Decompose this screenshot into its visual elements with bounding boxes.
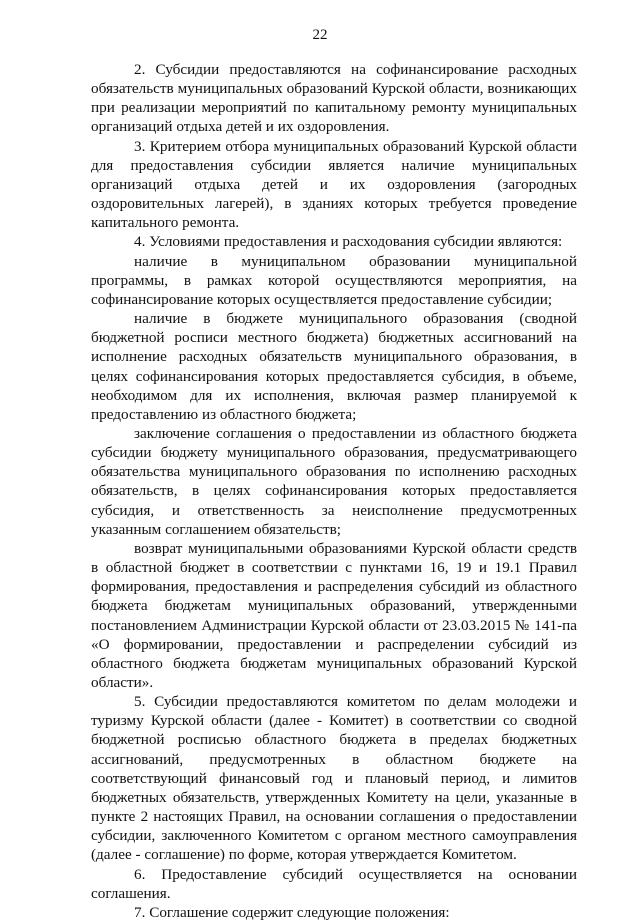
- paragraph-condition-agreement: заключение соглашения о предоставлении из областного бюджета субсидии бюджету муниципального образования, предусматривающего обязательства муниципального образования по исполнению расходных обязательств, в целях софинансирования которых предоставляется субсидия, и ответственность за неисполнение предусмотренных указанным соглашением обязательств;: [91, 424, 577, 538]
- paragraph-selection-criterion: 3. Критерием отбора муниципальных образований Курской области для предоставления субсидии является наличие муниципальных организаций отдыха детей и их оздоровления (загородных оздоровительных лагерей), в зданиях которых требуется проведение капитального ремонта.: [91, 137, 577, 232]
- paragraph-condition-budget-allocations: наличие в бюджете муниципального образования (сводной бюджетной росписи местного бюджета) бюджетных ассигнований на исполнение расходных обязательств муниципального образования, в целях софинансирования которых предоставляется субсидия, в объеме, необходимом для их исполнения, включая размер планируемой к предоставлению из областного бюджета;: [91, 310, 577, 423]
- paragraph-subsidy-provision: 5. Субсидии предоставляются комитетом по делам молодежи и туризму Курской области (далее - Комитет) в соответствии со сводной бюджетной росписью областного бюджета в пределах бюджетных ассигнований, предусмотренных в областном бюджете на соответствующий финансовый год и плановый период, и лимитов бюджетных обязательств, утвержденных Комитету на цели, указанные в пункте 2 настоящих Правил, на основании соглашения о предоставлении субсидии, заключенного Комитетом с органом местного самоуправления (далее - соглашение) по форме, которая утверждается Комитетом.: [91, 693, 577, 864]
- paragraph-agreement-contents: 7. Соглашение содержит следующие положения:: [134, 903, 450, 921]
- paragraph-subsidy-purpose: 2. Субсидии предоставляются на софинансирование расходных обязательств муниципальных образований Курской области, возникающих при реализации мероприятий по капитальному ремонту муниципальных организаций отдыха детей и их оздоровления.: [91, 61, 577, 136]
- paragraph-conditions-heading: 4. Условиями предоставления и расходования субсидии являются:: [134, 233, 563, 251]
- paragraph-condition-municipal-program: наличие в муниципальном образовании муниципальной программы, в рамках которой осуществляются мероприятия, на софинансирование которых осуществляется предоставление субсидии;: [91, 252, 577, 308]
- document-body: [91, 60, 577, 922]
- paragraph-provision-basis: 6. Предоставление субсидий осуществляется на основании соглашения.: [91, 865, 577, 902]
- paragraph-condition-refund: возврат муниципальными образованиями Курской области средств в областной бюджет в соответствии с пунктами 16, 19 и 19.1 Правил формирования, предоставления и распределения субсидий из областного бюджета бюджетам муниципальных образований, утвержденными постановлением Администрации Курской области от 23.03.2015 № 141-па «О формировании, предоставлении и распределении субсидий из областного бюджета бюджетам муниципальных образований Курской области».: [91, 539, 577, 691]
- page-number: 22: [312, 27, 328, 43]
